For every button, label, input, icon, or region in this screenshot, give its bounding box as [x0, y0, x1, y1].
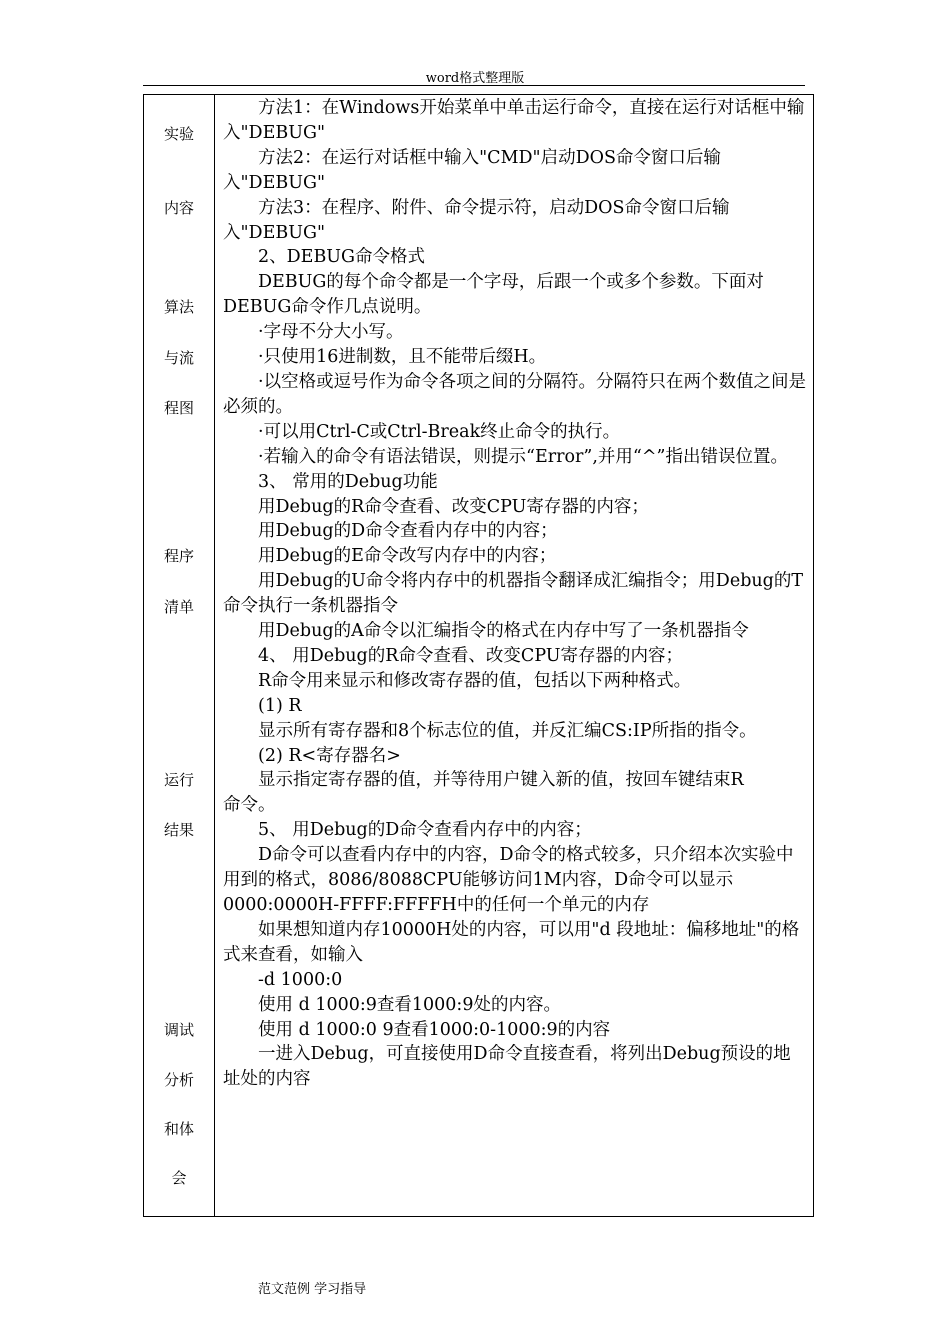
content-line: ·可以用Ctrl-C或Ctrl-Break终止命令的执行。: [258, 421, 621, 442]
side-label-suanfa: 算法: [163, 298, 194, 316]
side-label-chengxu: 程序: [163, 547, 194, 565]
content-line: ·以空格或逗号作为命令各项之间的分隔符。分隔符只在两个数值之间是必须的。: [223, 371, 807, 417]
content-line: (2) R<寄存器名>: [258, 745, 401, 766]
table-column-divider: [214, 94, 215, 1217]
content-line: D命令可以查看内存中的内容，D命令的格式较多，只介绍本次实验中用到的格式，8086/8088CPU能够访问1M内容，D命令可以显示0000:0000H-FFFF:FFFFH中的任何一个单元的内存: [223, 845, 794, 915]
content-line: 方法1：在Windows开始菜单中单击运行命令，直接在运行对话框中输入"DEBUG": [223, 98, 805, 143]
content-line: 使用 d 1000:0 9查看1000:0-1000:9的内容: [258, 1019, 611, 1040]
content-line: 一进入Debug，可直接使用D命令直接查看，将列出Debug预设的地址处的内容: [223, 1044, 791, 1090]
content-line: 显示所有寄存器和8个标志位的值，并反汇编CS:IP所指的指令。: [258, 720, 757, 741]
content-cell: [223, 96, 807, 1092]
content-line: 用Debug的U命令将内存中的机器指令翻译成汇编指令；用Debug的T命令执行一条机器指令: [223, 571, 804, 617]
content-line: -d 1000:0: [258, 969, 343, 990]
content-line: ·字母不分大小写。: [258, 322, 404, 343]
content-line: 方法3：在程序、附件、命令提示符，启动DOS命令窗口后输入"DEBUG": [223, 197, 730, 243]
side-label-shiyan: 实验: [163, 125, 194, 143]
content-line: 命令。: [223, 795, 276, 816]
content-line: 方法2：在运行对话框中输入"CMD"启动DOS命令窗口后输入"DEBUG": [223, 147, 721, 193]
content-line: R命令用来显示和修改寄存器的值，包括以下两种格式。: [258, 670, 692, 691]
side-label-heti: 和体: [163, 1120, 194, 1138]
content-line: 用Debug的R命令查看、改变CPU寄存器的内容；: [258, 496, 649, 517]
side-label-yunxing: 运行: [163, 771, 194, 789]
content-line: 使用 d 1000:9查看1000:9处的内容。: [258, 994, 561, 1015]
content-line: ·若输入的命令有语法错误，则提示“Error”,并用“^”指出错误位置。: [258, 446, 788, 467]
content-line: 用Debug的E命令改写内存中的内容；: [258, 546, 557, 567]
content-line: ·只使用16进制数，且不能带后缀H。: [258, 347, 547, 368]
side-label-chengtu: 程图: [163, 399, 194, 417]
content-line: 用Debug的D命令查看内存中的内容；: [258, 521, 558, 542]
content-line: 4、 用Debug的R命令查看、改变CPU寄存器的内容；: [258, 645, 684, 666]
side-label-neirong: 内容: [163, 199, 194, 217]
side-label-fenxi: 分析: [163, 1071, 194, 1089]
header-rule: [143, 85, 805, 86]
content-line: 如果想知道内存10000H处的内容，可以用"d 段地址：偏移地址"的格式来查看，如输入: [223, 919, 800, 965]
content-line: 2、DEBUG命令格式: [258, 247, 426, 268]
content-line: (1) R: [258, 695, 302, 716]
side-label-jieguo: 结果: [163, 821, 194, 839]
side-label-tiaoshi: 调试: [163, 1021, 194, 1039]
side-label-yuliu: 与流: [163, 349, 194, 367]
side-label-hui: 会: [171, 1169, 187, 1187]
content-line: 用Debug的A命令以汇编指令的格式在内存中写了一条机器指令: [258, 621, 749, 642]
side-label-qingdan: 清单: [163, 598, 194, 616]
page-footer-text: 范文范例 学习指导: [258, 1282, 367, 1297]
content-line: 5、 用Debug的D命令查看内存中的内容；: [258, 820, 592, 841]
content-line: 显示指定寄存器的值，并等待用户键入新的值，按回车键结束R: [258, 770, 744, 791]
content-line: 3、 常用的Debug功能: [258, 471, 438, 492]
content-line: DEBUG的每个命令都是一个字母，后跟一个或多个参数。下面对DEBUG命令作几点说明。: [223, 272, 764, 318]
page-header-title: word格式整理版: [425, 71, 525, 86]
